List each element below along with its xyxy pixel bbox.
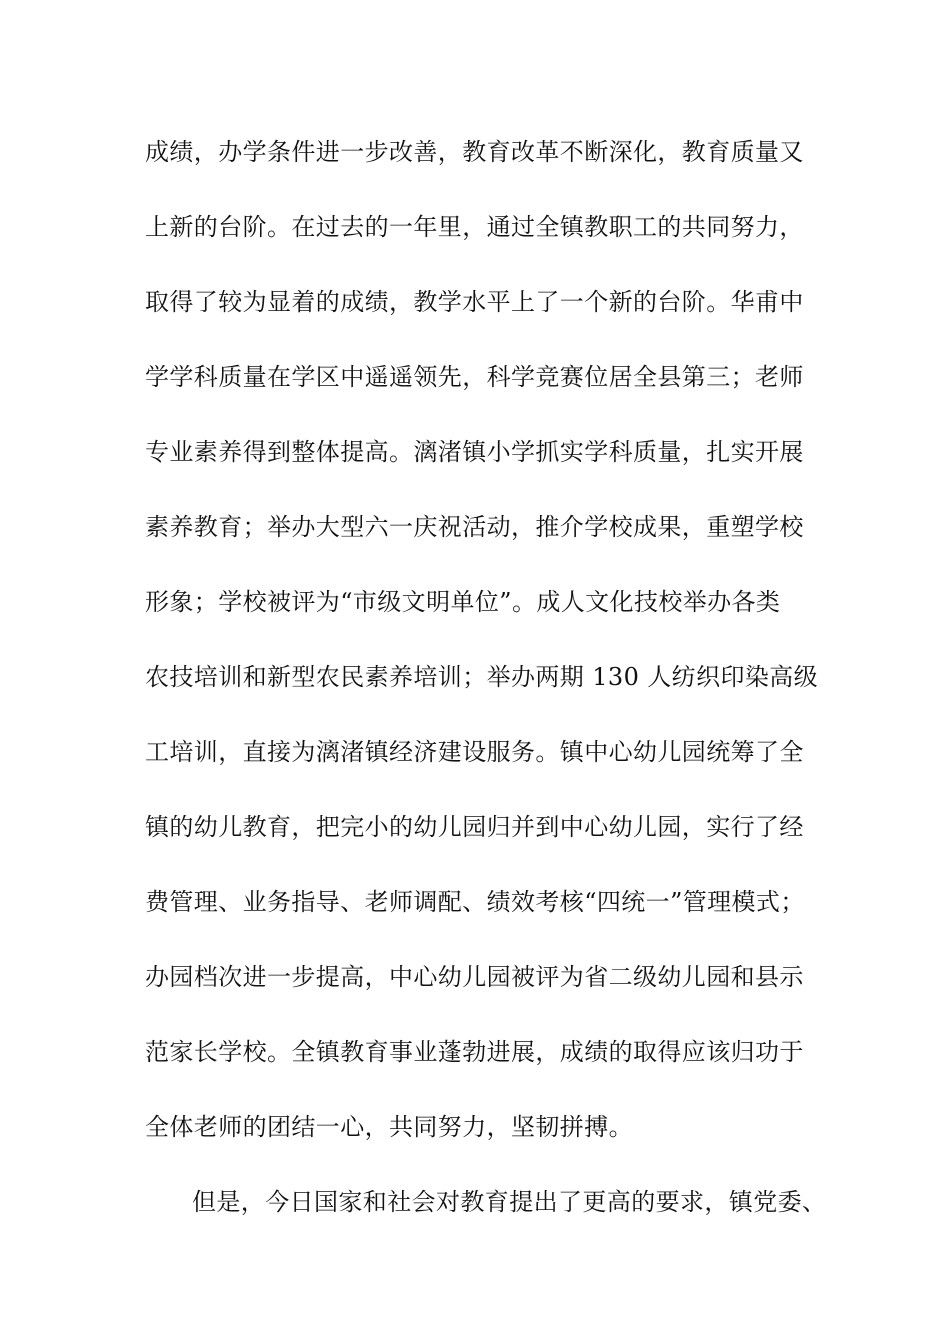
paragraph-line: 农技培训和新型农民素养培训；举办两期 130 人纺织印染高级: [145, 663, 819, 691]
paragraph-line: 素养教育；举办大型六一庆祝活动，推介学校成果，重塑学校: [145, 513, 804, 541]
paragraph-line: 取得了较为显着的成绩，教学水平上了一个新的台阶。华甫中: [145, 288, 804, 316]
paragraph-line: 但是，今日国家和社会对教育提出了更高的要求，镇党委、: [192, 1188, 827, 1216]
paragraph-line: 办园档次进一步提高，中心幼儿园被评为省二级幼儿园和县示: [145, 963, 804, 991]
paragraph-line: 上新的台阶。在过去的一年里，通过全镇教职工的共同努力，: [145, 213, 804, 241]
paragraph-line: 范家长学校。全镇教育事业蓬勃进展，成绩的取得应该归功于: [145, 1038, 804, 1066]
paragraph-line: 镇的幼儿教育，把完小的幼儿园归并到中心幼儿园，实行了经: [145, 813, 804, 841]
paragraph-line: 专业素养得到整体提高。漓渚镇小学抓实学科质量，扎实开展: [145, 438, 804, 466]
paragraph-line: 成绩，办学条件进一步改善，教育改革不断深化，教育质量又: [145, 138, 804, 166]
paragraph-line: 学学科质量在学区中遥遥领先，科学竞赛位居全县第三；老师: [145, 363, 804, 391]
paragraph-line: 全体老师的团结一心，共同努力，坚韧拼搏。: [145, 1113, 633, 1141]
paragraph-line: 工培训，直接为漓渚镇经济建设服务。镇中心幼儿园统筹了全: [145, 738, 804, 766]
paragraph-line: 形象；学校被评为“市级文明单位”。成人文化技校举办各类: [145, 588, 781, 616]
paragraph-line: 费管理、业务指导、老师调配、绩效考核“四统一”管理模式；: [145, 888, 805, 916]
